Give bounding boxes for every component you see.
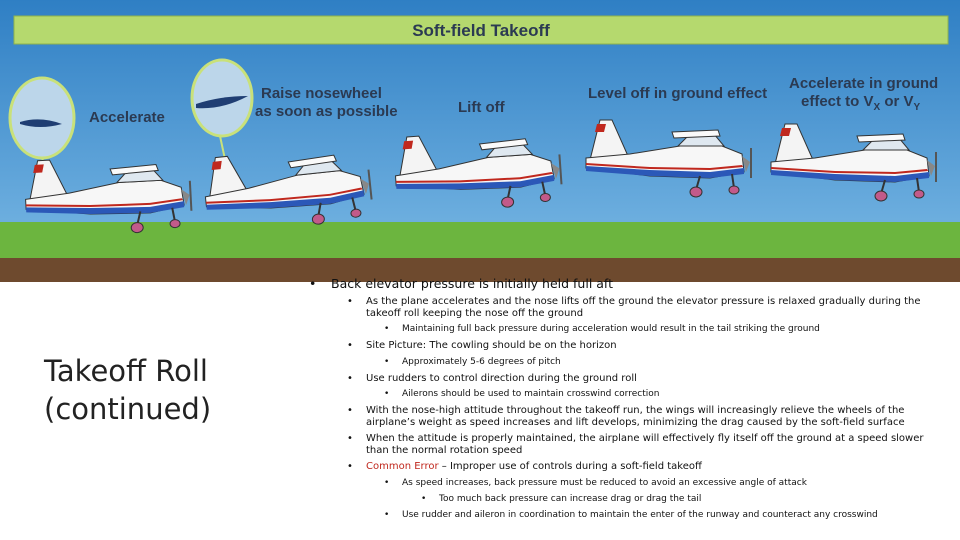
bullet-tail-strike: • Maintaining full back pressure during acceleration would result in the tail striking the ground <box>384 324 820 334</box>
label-accelerate: Accelerate <box>89 109 165 126</box>
bullet-common-error: • Common Error – Improper use of controls during a soft-field takeoff <box>347 461 702 472</box>
label-accelerate-ground-effect-1: Accelerate in ground <box>789 75 939 92</box>
bullet-back-elevator: • Back elevator pressure is initially held full aft <box>309 276 614 291</box>
slide-title <box>44 352 304 428</box>
bullet-nose-lifts: • As the plane accelerates and the nose lifts off the ground the elevator pressure is relaxed gradually during the takeoff roll keeping the nose off the ground <box>347 296 921 319</box>
label-accelerate-ground-effect-2: effect to $V_X$ or $V_Y$ <box>801 93 921 113</box>
bullet-pitch: • Approximately 5-6 degrees of pitch <box>384 356 561 367</box>
bullet-nose-high-attitude: • With the nose-high attitude throughout the takeoff run, the wings will increasingly relieve the wheels of the airplane’s weight as speed increases and lift develops, minimizing the drag caused by the soft-field surface <box>347 405 905 428</box>
bullet-ailerons: • Ailerons should be used to maintain crosswind correction <box>384 389 660 399</box>
bullet-site-picture: • Site Picture: The cowling should be on the horizon <box>347 340 617 351</box>
figure-title: Soft-field Takeoff <box>412 21 550 40</box>
slide-title-line-2: (continued) <box>44 392 212 426</box>
label-raise-nosewheel-1: Raise nosewheel <box>261 85 382 102</box>
label-lift-off: Lift off <box>458 99 505 116</box>
bullet-too-much-back-pressure: • Too much back pressure can increase drag or drag the tail <box>421 493 702 504</box>
label-level-off: Level off in ground effect <box>588 85 768 102</box>
bullet-reduce-back-pressure: • As speed increases, back pressure must be reduced to avoid an excessive angle of attack <box>384 477 807 488</box>
bullet-rudder-aileron-coordination: • Use rudder and aileron in coordination to maintain the enter of the runway and counteract any crosswind <box>384 509 878 520</box>
bullet-fly-itself-off: • When the attitude is properly maintained, the airplane will effectively fly itself off the ground at a speed slower than the normal rotation speed <box>347 433 924 456</box>
slide-title-line-1: Takeoff Roll <box>44 354 208 388</box>
bullet-rudders: • Use rudders to control direction during the ground roll <box>347 372 637 384</box>
label-raise-nosewheel-2: as soon as possible <box>255 103 398 120</box>
bullet-list <box>305 276 945 526</box>
